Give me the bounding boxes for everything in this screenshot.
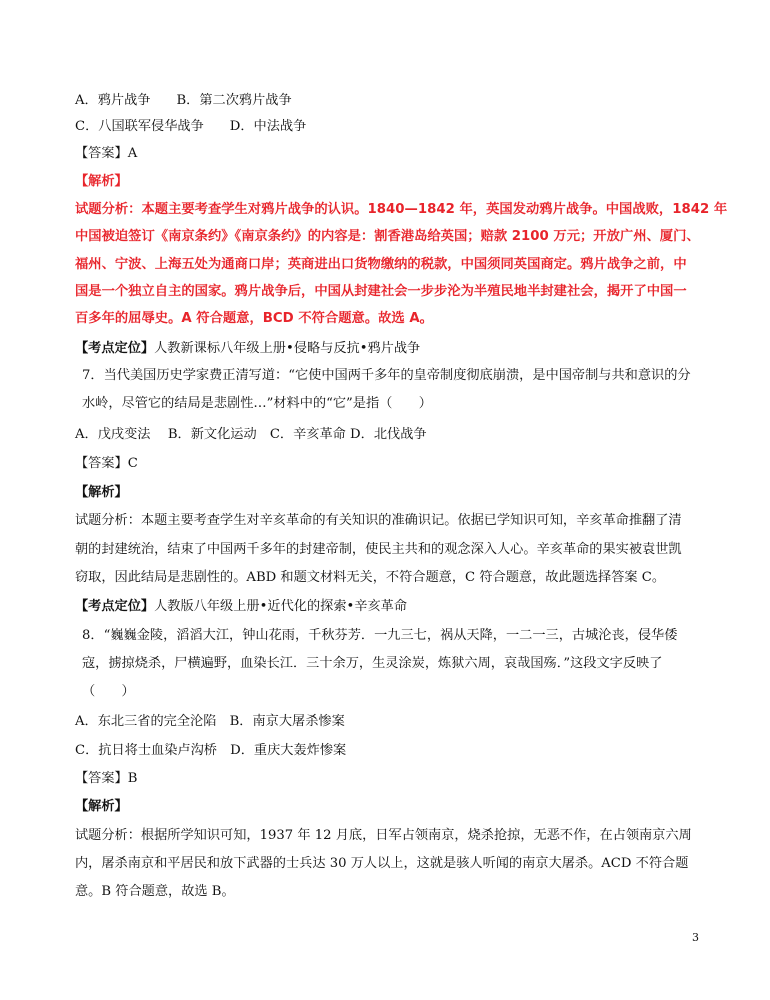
q8-options-cd: C．抗日将士血染卢沟桥 D．重庆大轰炸惨案 — [75, 743, 347, 758]
q8-stem-line: （ ） — [82, 684, 135, 699]
q7-options: A．戊戌变法 B．新文化运动 C．辛亥革命 D．北伐战争 — [75, 427, 427, 442]
q6-analysis-line: 百多年的屈辱史。A 符合题意，BCD 不符合题意。故选 A。 — [75, 311, 433, 326]
q7-analysis-line: 朝的封建统治，结束了中国两千多年的封建帝制，使民主共和的观念深入人心。辛亥革命的果实被袁世凯 — [75, 542, 682, 557]
q6-analysis-line: 国是一个独立自主的国家。鸦片战争后，中国从封建社会一步步沦为半殖民地半封建社会，揭开了中国一 — [75, 284, 687, 299]
q7-point-text: 人教版八年级上册•近代化的探索•辛亥革命 — [154, 599, 408, 614]
q6-option-a: A．鸦片战争 — [75, 93, 151, 108]
q6-analysis-line: 福州、宁波、上海五处为通商口岸；英商进出口货物缴纳的税款，中国须同英国商定。鸦片战争之前，中 — [75, 257, 687, 272]
q8-analysis-line: 内，屠杀南京和平居民和放下武器的士兵达 30 万人以上，这就是骇人听闻的南京大屠杀。ACD 不符合题 — [75, 856, 689, 871]
q6-analysis-line: 中国被迫签订《南京条约》《南京条约》的内容是：割香港岛给英国；赔款 2100 万元；开放广州、厦门、 — [75, 229, 700, 244]
q8-options-ab: A．东北三省的完全沦陷 B．南京大屠杀惨案 — [75, 714, 345, 729]
q8-stem-line: 8．“巍巍金陵，滔滔大江，钟山花雨，千秋芬芳．一九三七，祸从天降，一二一三，古城沦丧，侵华倭 — [82, 628, 678, 643]
q7-stem-line: 7．当代美国历史学家费正清写道：“它使中国两千多年的皇帝制度彻底崩溃，是中国帝制与共和意识的分 — [82, 368, 691, 383]
q6-analysis-line: 试题分析：本题主要考查学生对鸦片战争的认识。1840—1842 年，英国发动鸦片战争。中国战败，1842 年 — [75, 202, 728, 217]
q6-point — [75, 339, 420, 359]
q8-analysis-line: 意。B 符合题意，故选 B。 — [75, 884, 235, 899]
q6-options-cd — [75, 117, 306, 137]
q6-point-tag: 【考点定位】 — [75, 341, 155, 356]
q8-analysis-line: 试题分析：根据所学知识可知，1937 年 12 月底，日军占领南京，烧杀抢掠，无恶不作，在占领南京六周 — [75, 828, 692, 843]
q8-answer: 【答案】B — [75, 771, 138, 786]
q6-analysis-heading: 【解析】 — [75, 174, 128, 189]
q7-analysis-heading: 【解析】 — [75, 485, 128, 500]
q6-options-ab — [75, 91, 292, 111]
q8-stem-line: 寇，掳掠烧杀，尸横遍野，血染长江．三十余万，生灵涂炭，炼狱六周，哀哉国殇．”这段文字反映了 — [82, 656, 663, 671]
q6-option-c: C．八国联军侵华战争 — [75, 119, 204, 134]
q6-option-d: D．中法战争 — [229, 119, 307, 134]
q7-analysis-line: 试题分析：本题主要考查学生对辛亥革命的有关知识的准确识记。依据已学知识可知，辛亥革命推翻了清 — [75, 513, 682, 528]
page-number: 3 — [692, 931, 699, 944]
q7-analysis-line: 窃取，因此结局是悲剧性的。ABD 和题文材料无关，不符合题意，C 符合题意，故此题选择答案 C。 — [75, 570, 666, 585]
q7-point — [75, 597, 407, 617]
q6-point-text: 人教新课标八年级上册•侵略与反抗•鸦片战争 — [154, 341, 421, 356]
q7-stem-line: 水岭，尽管它的结局是悲剧性…”材料中的“它”是指（ ） — [82, 396, 432, 411]
q7-answer: 【答案】C — [75, 456, 138, 471]
q7-point-tag: 【考点定位】 — [75, 599, 155, 614]
q6-option-b: B．第二次鸦片战争 — [176, 93, 292, 108]
q6-answer: 【答案】A — [75, 146, 138, 161]
q8-analysis-heading: 【解析】 — [75, 799, 128, 814]
